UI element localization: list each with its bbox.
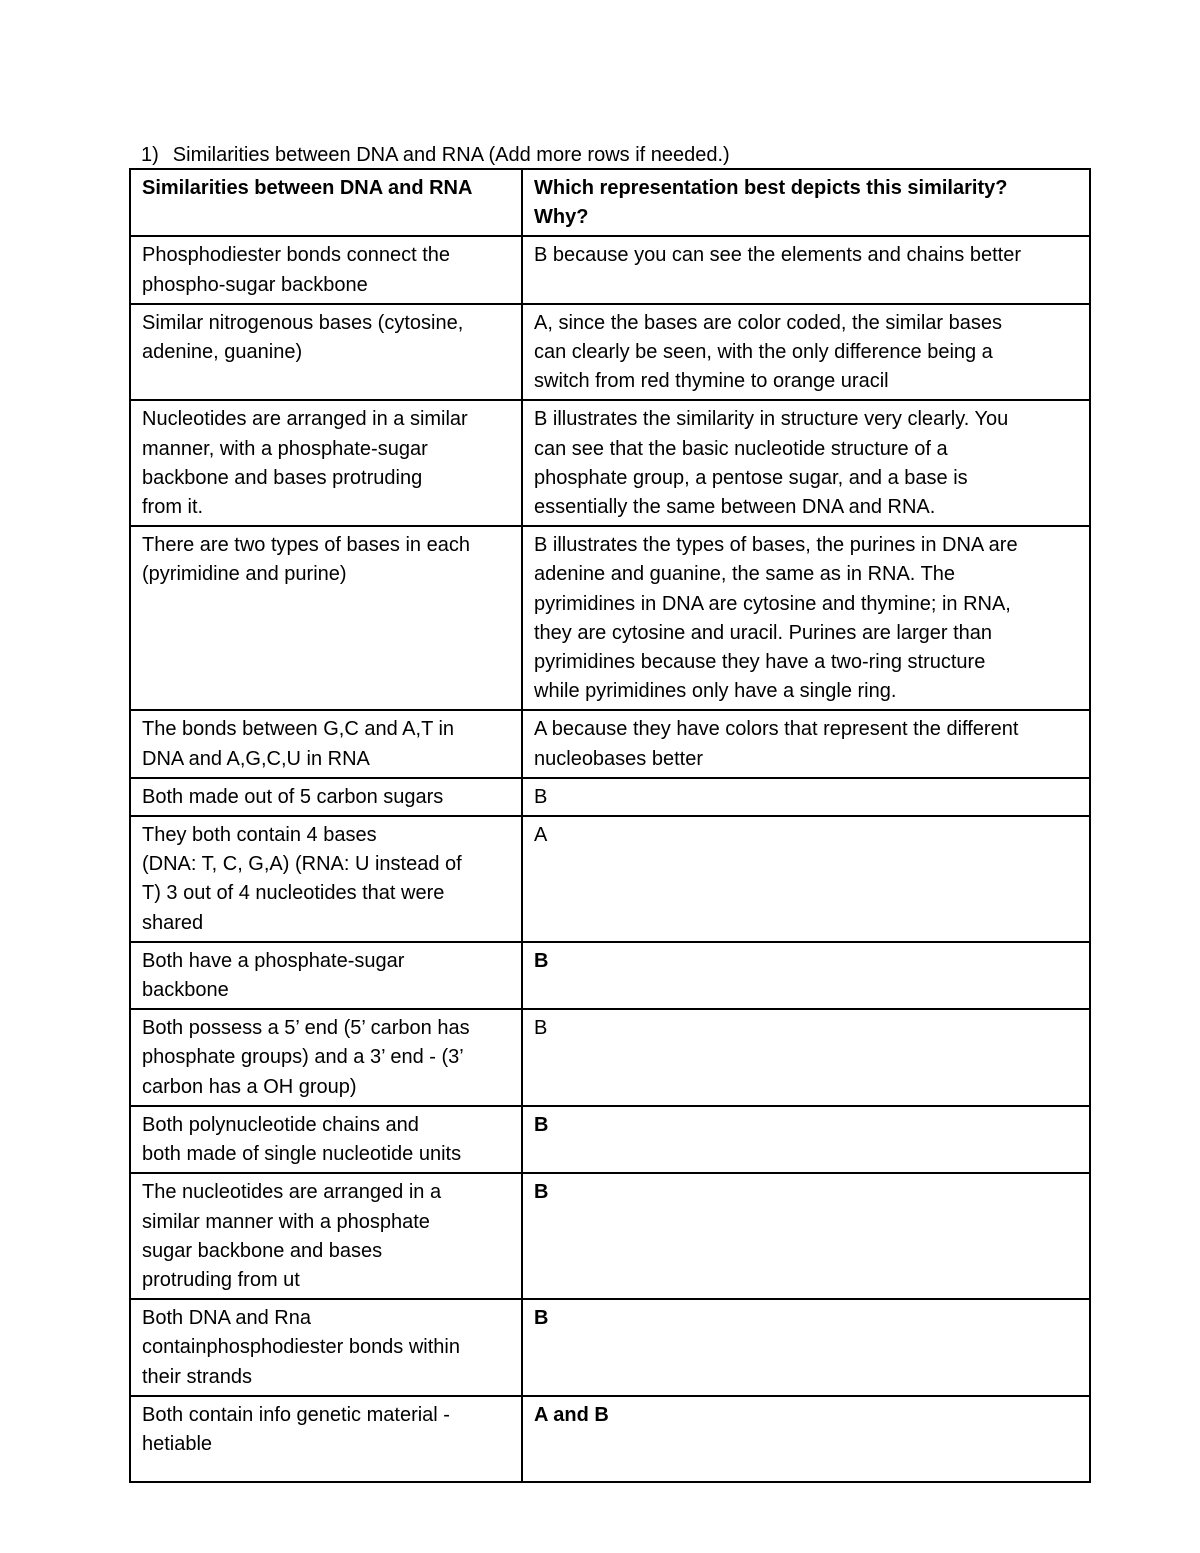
table-header-row [130, 169, 1090, 236]
table-row [130, 942, 1090, 1009]
representation-cell: B because you can see the elements and chains better [522, 236, 1090, 303]
similarity-cell: Similar nitrogenous bases (cytosine, adenine, guanine) [130, 304, 522, 401]
representation-cell: B [522, 1173, 1090, 1299]
similarity-cell: Both possess a 5’ end (5’ carbon has phosphate groups) and a 3’ end - (3’ carbon has a OH group) [130, 1009, 522, 1106]
table-row [130, 1299, 1090, 1396]
similarity-cell: There are two types of bases in each (pyrimidine and purine) [130, 526, 522, 710]
similarity-cell: Both DNA and Rna containphosphodiester bonds within their strands [130, 1299, 522, 1396]
similarity-cell: Both contain info genetic material - hetiable [130, 1396, 522, 1482]
table-row [130, 710, 1090, 777]
table-row [130, 526, 1090, 710]
table-row [130, 1396, 1090, 1482]
similarity-cell: Both polynucleotide chains and both made of single nucleotide units [130, 1106, 522, 1173]
similarity-cell: The nucleotides are arranged in a similar manner with a phosphate sugar backbone and bases protruding from ut [130, 1173, 522, 1299]
representation-cell: B illustrates the types of bases, the purines in DNA are adenine and guanine, the same as in RNA. The pyrimidines in DNA are cytosine and thymine; in RNA, they are cytosine and uracil. Purines are larger than pyrimidines because they have a two-ring structure while pyrimidines only have a single ring. [522, 526, 1090, 710]
table-row [130, 236, 1090, 303]
representation-cell: A [522, 816, 1090, 942]
similarity-cell: Phosphodiester bonds connect the phospho-sugar backbone [130, 236, 522, 303]
table-row [130, 1106, 1090, 1173]
table-row [130, 304, 1090, 401]
similarity-cell: Both have a phosphate-sugar backbone [130, 942, 522, 1009]
table-row [130, 1009, 1090, 1106]
representation-cell: A, since the bases are color coded, the similar bases can clearly be seen, with the only difference being a switch from red thymine to orange uracil [522, 304, 1090, 401]
similarity-cell: They both contain 4 bases (DNA: T, C, G,A) (RNA: U instead of T) 3 out of 4 nucleotides that were shared [130, 816, 522, 942]
similarity-cell: The bonds between G,C and A,T in DNA and A,G,C,U in RNA [130, 710, 522, 777]
representation-cell: B illustrates the similarity in structure very clearly. You can see that the basic nucleotide structure of a phosphate group, a pentose sugar, and a base is essentially the same between DNA and RNA. [522, 400, 1090, 526]
header-representation: Which representation best depicts this similarity? Why? [522, 169, 1090, 236]
section-title-text: Similarities between DNA and RNA (Add more rows if needed.) [172, 144, 730, 166]
representation-cell: B [522, 1106, 1090, 1173]
representation-cell: A because they have colors that represent the different nucleobases better [522, 710, 1090, 777]
section-number: 1) [141, 144, 159, 166]
representation-cell: B [522, 1299, 1090, 1396]
table-row [130, 816, 1090, 942]
table-row [130, 400, 1090, 526]
representation-cell: B [522, 778, 1090, 816]
table-row [130, 778, 1090, 816]
similarity-cell: Both made out of 5 carbon sugars [130, 778, 522, 816]
similarities-table [129, 168, 1091, 1483]
representation-cell: B [522, 942, 1090, 1009]
header-similarities: Similarities between DNA and RNA [130, 169, 522, 236]
representation-cell: A and B [522, 1396, 1090, 1482]
table-row [130, 1173, 1090, 1299]
section-title [141, 142, 730, 168]
representation-cell: B [522, 1009, 1090, 1106]
similarity-cell: Nucleotides are arranged in a similar manner, with a phosphate-sugar backbone and bases protruding from it. [130, 400, 522, 526]
